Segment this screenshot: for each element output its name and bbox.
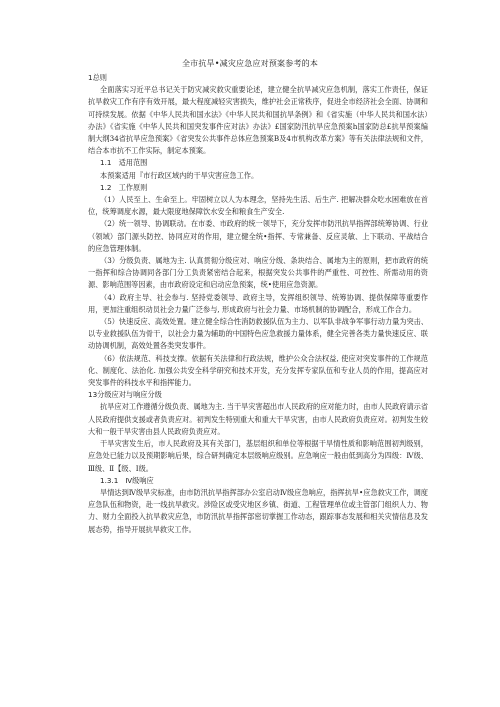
body-paragraph: 抗旱应对工作遵循分级负责、属地为主. 当干旱灾害超出市人民政府的应对能力时，由市人民政府请示省人民政府提供支援或者负责应对。初判发生特别重大和重大干旱灾害，由市人民政府负责应对。初判发生较大和一般干旱灾害由县人民政府负责应对。 bbox=[88, 402, 429, 436]
body-paragraph: （2）统一领导、协调联动。在市委、市政府的统一领导下，充分发挥市防汛抗旱指挥部统筹协调、行业（领域）部门源头防控、协同应对的作用，建立健全统•指挥、专常兼备、反应灵敏、上下联动、平战结合的应急管理体制。 bbox=[88, 219, 429, 253]
body-paragraph: （4）政府主导、社会参与. 坚持党委领导、政府主导，发挥组织领导、统筹协调、提供保障等重要作用，更加注重组织动员社会力量广泛参与, 形成政府与社会力量、市场机制的协调配合，形成工作合力。 bbox=[88, 292, 428, 314]
body-paragraph: （1）人民至上、生命至上。牢固树立以人为本理念，坚持先生活、后生产. 把解决群众吃水困难放在首位，统筹调度水源，最大限度地保障饮水安全和粮食生产安全. bbox=[88, 195, 428, 217]
subsection-heading: 1.2 工作原则 bbox=[100, 182, 148, 192]
body-paragraph: （6）依法规范、科技支撑。依据有关法律和行政法规，维护公众合法权益, 使应对突发事件的工作规范化、制度化、法治化. 加强公共安全科学研究和技术开发，充分发挥专家队伍和专业人员的作用，提高应对突发事件的科技水平和指挥能力。 bbox=[88, 353, 428, 388]
body-paragraph: （3）分级负责、属地为主. 认真贯彻分级应对、响应分级、条块结合、属地为主的原则，把市政府的统一指挥和综合协调同各部门分工负责紧密结合起来，根据突发公共事件的严重性、可控性、所需动用的资源、影响范围等因素，由市政府设定和启动应急预案，统•使用应急资源。 bbox=[88, 256, 428, 290]
subsection-heading: 1.1 适用范围 bbox=[100, 158, 148, 168]
document-body bbox=[88, 72, 428, 536]
body-paragraph: 旱情达到Ⅳ级旱灾标准，由市防汛抗旱指挥部办公室启动Ⅳ级应急响应，指挥抗旱•应急救灾工作，调度应急队伍和物资，赴一线抗旱救灾。涉险区或受灾地区乡镇、街道、工程管理单位或主管部门组织人力、物力、财力全面投入抗旱救灾应急，市防汛抗旱指挥部密切掌握工作动态，跟踪事态发展和相关灾情信息及发展态势，指导开展抗旱救灾工作。 bbox=[88, 487, 428, 534]
body-paragraph: 干旱灾害发生后，市人民政府及其有关部门，基层组织和单位等根据干旱情性质和影响范围初判级别，应急处已能力以及预期影响后果，综合研判确定本层级响应级别。应急响应一般由低到高分为四级：Ⅳ级、Ⅲ级、Ⅱ【级、Ⅰ级。 bbox=[88, 439, 428, 473]
body-paragraph: 本预案适用『市行政区域内的干旱灾害应急工作。 bbox=[100, 170, 259, 180]
section-heading: 1总则 bbox=[88, 73, 107, 82]
subsection-heading: 1.3.1 Ⅳ级响应 bbox=[100, 475, 154, 485]
body-paragraph: （5）快速反应、高效处置。建立健全综合性消防救援队伍为主力、以军队非战争军事行动力量为突击、以专业救援队伍为骨干，以社会力量为辅助的中国特色应急救援力量体系，健全完善各类力量快速反应、联动协调机制，高效处置各类突发事件。 bbox=[88, 317, 429, 351]
document-title: 全市抗旱•减灾应急应对预案参考的本 bbox=[181, 59, 319, 68]
body-paragraph: 全面落实习近平总书记关于防灾减灾救灾重要论述，建立健全抗旱减灾应急机制，落实工作责任，保证抗旱救灾工作有序有效开展，最大程度减轻灾害损失，维护社会正常秩序，促进全市经济社会全面、协调和可持续发展。依据《中华人民共和国水法》《中华人民共和国抗旱条例》和《省实施（中华人民共和国水法）办法》《省实施《中华人民共和国突发事件应对法》办法》£国家防汛抗旱应急预案h国家防总£抗旱预案编制大纲34省抗旱应急预案》《省突发公共事件总体应急预案B及4市机构改革方案》等有关法律法规和文件，结合本市抗不工作实际，制定本预案。 bbox=[88, 85, 428, 156]
section-heading: 13分级应对与响应分级 bbox=[88, 390, 162, 400]
